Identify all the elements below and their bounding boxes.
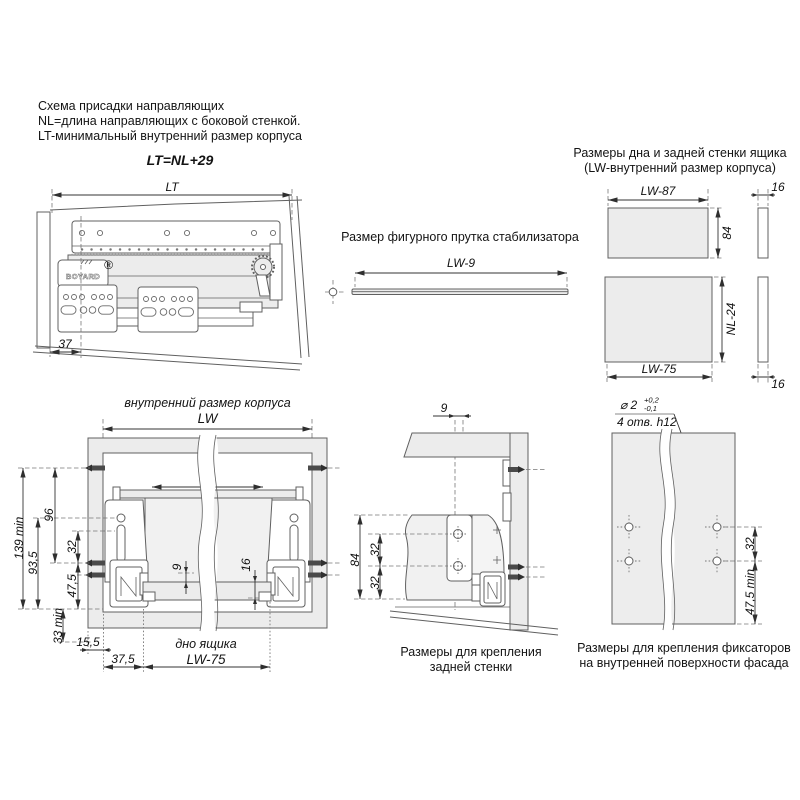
dim-label-bottom-thickness: 16 — [771, 377, 785, 391]
dim-label-lw9: LW-9 — [446, 256, 476, 270]
bottom-break — [390, 607, 558, 635]
facade-caption-line2: на внутренней поверхности фасада — [579, 656, 789, 670]
dim-label-lt: LT — [165, 180, 179, 194]
header-line-1: Схема присадки направляющих — [38, 99, 225, 113]
dia-label: ⌀ 2 — [620, 398, 638, 412]
parts-title-line1: Размеры дна и задней стенки ящика — [573, 146, 787, 160]
dim-label-32b: 32 — [368, 576, 382, 590]
header-line-3: LT-минимальный внутренний размер корпуса — [38, 129, 303, 143]
dim-label-33min: 33 min — [51, 607, 65, 645]
facade-holes-drawing — [570, 392, 800, 637]
dim-label-back-height: 84 — [720, 226, 734, 240]
back-mount-caption-line1: Размеры для крепления — [400, 645, 542, 659]
dim-label-9: 9 — [170, 563, 184, 571]
bottom-panel-rect — [605, 277, 712, 362]
perforated-mounting-strip — [72, 221, 280, 255]
dim-label-16: 16 — [239, 558, 253, 572]
parts-title — [558, 146, 800, 176]
dim-label-bottom-depth: NL-24 — [724, 302, 738, 336]
mounting-plate-rear — [58, 285, 117, 332]
bottom-panel-edge-view — [758, 277, 768, 362]
back-mount-caption-line2: задней стенки — [429, 660, 513, 674]
left-bracket — [105, 500, 148, 607]
holes-count-label: 4 отв. h12 — [617, 415, 677, 429]
brand-logo: BOYARD — [65, 272, 101, 281]
right-bracket — [267, 500, 310, 607]
tolerance-minus: -0,1 — [644, 404, 657, 413]
dim-label-bottom: LW-75 — [186, 652, 226, 667]
tolerance-plus: +0,2 — [644, 395, 659, 405]
cabinet-side-panel — [510, 433, 528, 630]
header-line-2: NL=длина направляющих с боковой стенкой. — [38, 114, 301, 128]
dim-label-935: 93,5 — [26, 551, 40, 575]
facade-caption — [571, 641, 797, 671]
dim-label-375: 37,5 — [111, 652, 135, 666]
drawer-bottom-text: дно ящика — [175, 637, 237, 651]
facade-caption-line1: Размеры для крепления фиксаторов — [577, 641, 791, 655]
panel-sizes-drawing — [565, 180, 800, 395]
dim-label-96: 96 — [42, 508, 56, 522]
stabilizer-rod-drawing — [325, 225, 590, 310]
dim-label-back-width: LW-87 — [640, 184, 676, 198]
svg-text:®: ® — [104, 258, 113, 272]
dim-label-475: 47,5 — [65, 574, 79, 598]
cabinet-rear-view-drawing — [10, 395, 355, 685]
slide-side-view-drawing — [25, 180, 345, 380]
dim-label-475min: 47,5 min — [743, 568, 757, 616]
formula-lt: LT=NL+29 — [146, 152, 214, 168]
parts-title-line2: (LW-внутренний размер корпуса) — [584, 161, 776, 175]
dim-label-37: 37 — [58, 337, 72, 351]
dim-label-9-offset: 9 — [440, 401, 448, 415]
dim-label-84: 84 — [348, 553, 362, 567]
back-mount-caption — [383, 645, 559, 675]
mounting-plate-mid — [138, 287, 198, 332]
dim-label-139min: 139 min — [12, 516, 26, 560]
mounting-bracket — [447, 515, 504, 581]
dim-label-lw: LW — [197, 411, 218, 426]
back-panel-edge-view — [758, 208, 768, 258]
rear-view-title-line: внутренний размер корпуса — [124, 396, 291, 410]
dim-label-back-thickness: 16 — [771, 180, 785, 194]
dim-label-155: 15,5 — [76, 635, 100, 649]
brand-plate — [58, 258, 113, 287]
dim-label-32-facade: 32 — [743, 537, 757, 551]
latch-mechanism — [472, 572, 505, 606]
back-panel-rect — [608, 208, 708, 258]
dim-label-32a: 32 — [368, 543, 382, 557]
stabilizer-title: Размер фигурного прутка стабилизатора — [341, 230, 579, 244]
cabinet-top-panel — [404, 433, 528, 457]
dim-label-32: 32 — [65, 540, 79, 554]
header-note — [38, 99, 358, 144]
back-mount-section-drawing — [350, 398, 560, 643]
stabilizer-rod — [352, 289, 568, 295]
center-mark — [325, 280, 345, 304]
dim-label-bottom-width: LW-75 — [641, 362, 677, 376]
